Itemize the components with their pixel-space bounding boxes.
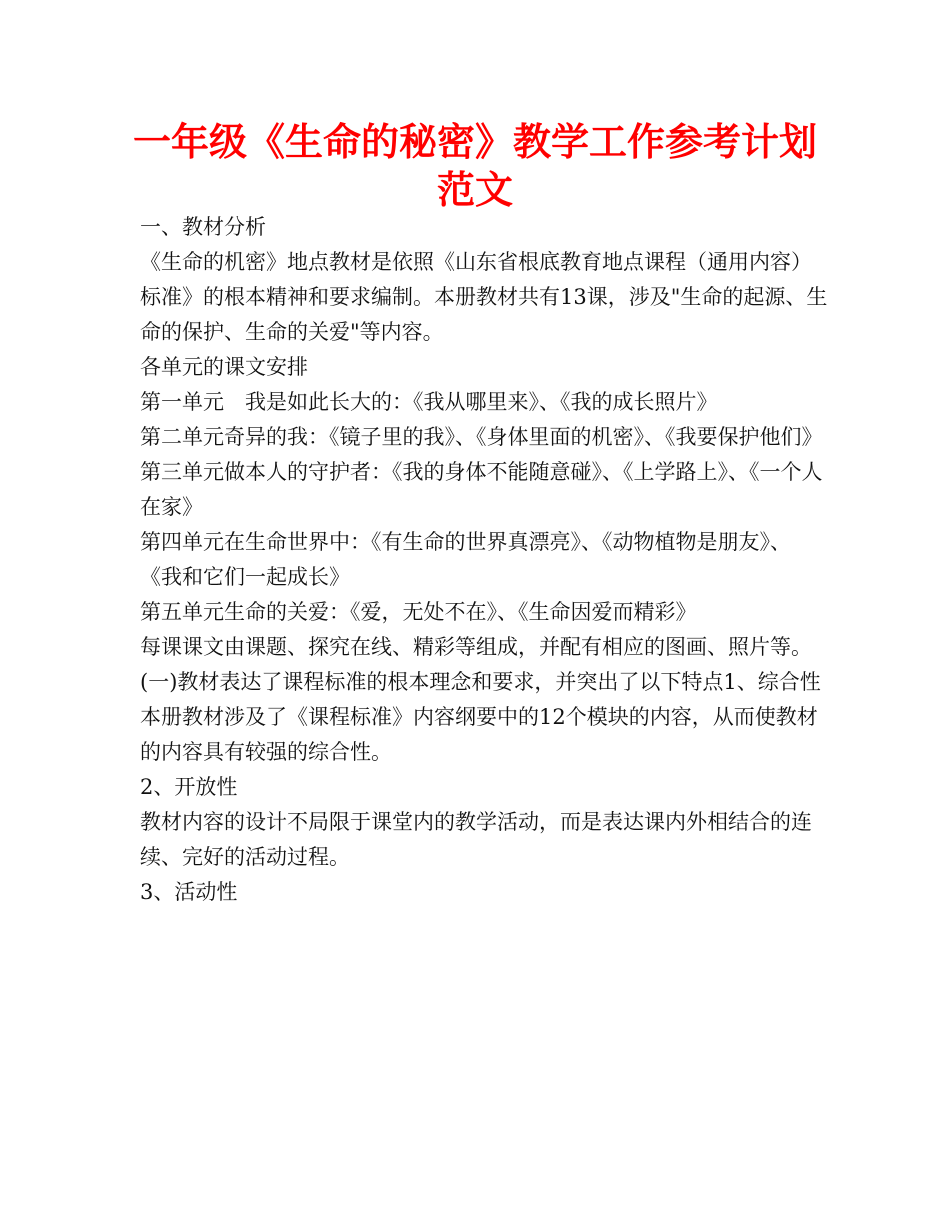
unit-5-line: 第五单元生命的关爱：《爱，无处不在》、《生命因爱而精彩》 — [140, 600, 697, 624]
heading-activity: 3、活动性 — [140, 880, 238, 904]
section-heading-textbook-analysis: 一、教材分析 — [140, 215, 266, 239]
unit-1-line: 第一单元 我是如此长大的：《我从哪里来》、《我的成长照片》 — [140, 390, 718, 414]
section-heading-units: 各单元的课文安排 — [140, 355, 308, 379]
paragraph-features: (一)教材表达了课程标准的根本理念和要求，并突出了以下特点1、综合性 — [140, 670, 821, 694]
unit-4-continued-line: 《我和它们一起成长》 — [140, 565, 350, 589]
document-title: 一年级《生命的秘密》教学工作参考计划范文 — [132, 120, 817, 212]
unit-2-line: 第二单元奇异的我：《镜子里的我》、《身体里面的机密》、《我要保护他们》 — [140, 425, 823, 449]
paragraph-lesson-structure: 每课课文由课题、探究在线、精彩等组成，并配有相应的图画、照片等。 — [140, 635, 812, 659]
unit-3-line: 第三单元做本人的守护者：《我的身体不能随意碰》、《上学路上》、《一个人在家》 — [140, 460, 823, 519]
unit-4-line: 第四单元在生命世界中：《有生命的世界真漂亮》、《动物植物是朋友》、 — [140, 530, 791, 554]
document-body — [140, 210, 830, 910]
paragraph-intro: 《生命的机密》地点教材是依照《山东省根底教育地点课程（通用内容）标准》的根本精神和要求编制。本册教材共有13课，涉及"生命的起源、生命的保护、生命的关爱"等内容。 — [140, 250, 828, 344]
paragraph-comprehensive: 本册教材涉及了《课程标准》内容纲要中的12个模块的内容，从而使教材的内容具有较强的综合性。 — [140, 705, 818, 764]
paragraph-openness: 教材内容的设计不局限于课堂内的教学活动，而是表达课内外相结合的连续、完好的活动过程。 — [140, 810, 812, 869]
heading-openness: 2、开放性 — [140, 775, 238, 799]
